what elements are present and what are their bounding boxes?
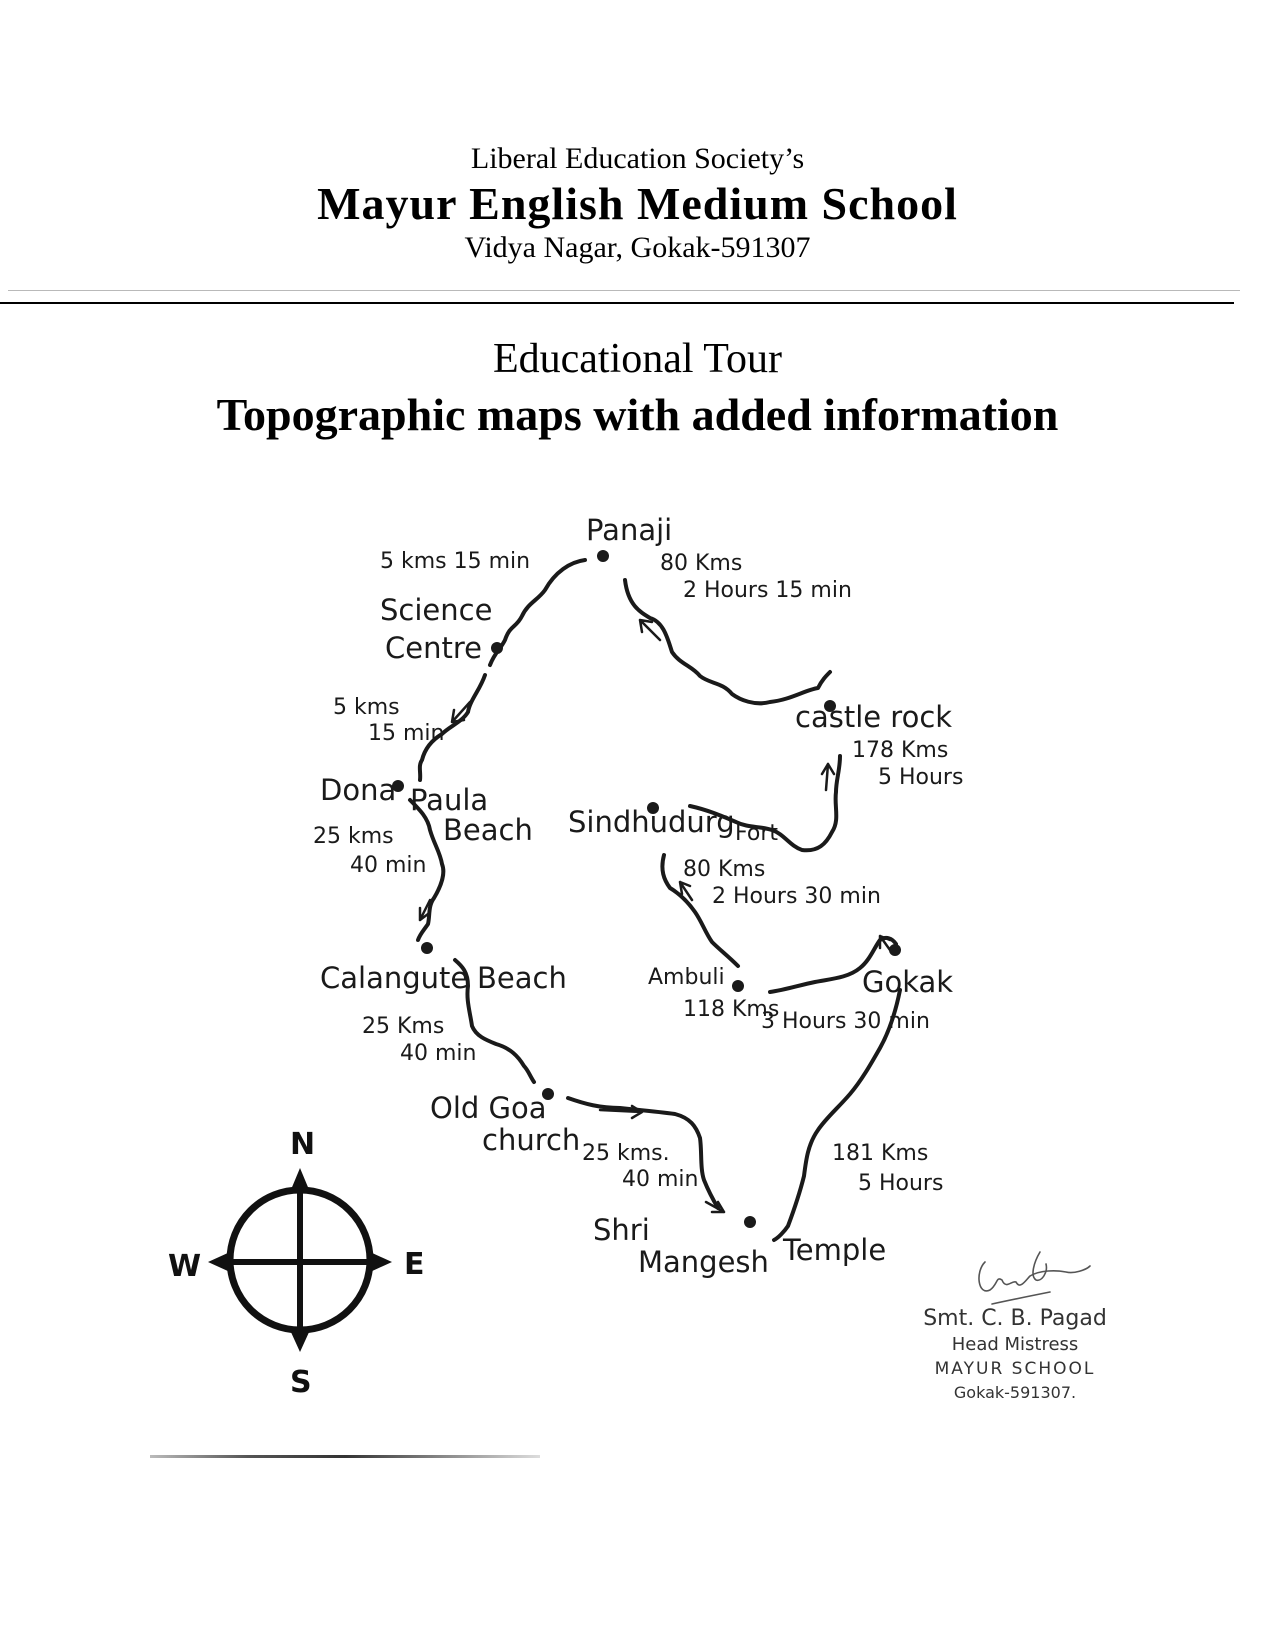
distance-dona-calangute-km: 25 kms	[313, 824, 394, 849]
label-calangute: Calangute	[320, 961, 469, 995]
compass-rose	[168, 1127, 425, 1400]
distance-sindhudurg-ambuli-time: 2 Hours 30 min	[712, 884, 881, 909]
label-mangesh-temple: Mangesh	[638, 1245, 769, 1279]
signatory-school: MAYUR SCHOOL	[934, 1359, 1096, 1379]
compass-south-label: S	[290, 1365, 312, 1400]
label-mangesh-temple: Shri	[593, 1213, 650, 1247]
label-dona-paula: Dona	[320, 773, 397, 807]
signatory-place: Gokak-591307.	[953, 1383, 1077, 1402]
arrow-icon	[822, 764, 834, 790]
route-panaji-science	[490, 560, 585, 665]
signature-scribble	[979, 1252, 1090, 1304]
label-mangesh-temple: Temple	[783, 1233, 887, 1267]
distance-panaji-castle-time: 2 Hours 15 min	[683, 578, 852, 603]
distance-calangute-oldgoa-km: 25 Kms	[362, 1014, 445, 1039]
label-dona-paula: Paula	[410, 783, 489, 817]
compass-east-label: E	[404, 1247, 425, 1282]
label-science-centre: Science	[380, 593, 493, 627]
label-old-goa: Old Goa	[430, 1091, 547, 1125]
tour-title: Educational Tour	[492, 336, 783, 382]
school-name: Mayur English Medium School	[317, 178, 958, 229]
label-panaji: Panaji	[586, 513, 673, 547]
label-old-goa: church	[482, 1123, 581, 1157]
signatory-name: Smt. C. B. Pagad	[923, 1306, 1107, 1331]
compass-east-arrow	[370, 1252, 392, 1272]
label-gokak: Gokak	[862, 965, 954, 999]
bottom-divider	[150, 1455, 540, 1458]
distance-gokak-mangesh-time: 5 Hours	[858, 1171, 944, 1196]
distance-castle-sindhudurg-km: 178 Kms	[852, 738, 949, 763]
marker-mangesh-temple	[744, 1216, 756, 1228]
distance-oldgoa-mangesh-km: 25 kms.	[582, 1141, 670, 1166]
tour-subtitle: Topographic maps with added information	[216, 389, 1059, 440]
distance-calangute-oldgoa-time: 40 min	[400, 1041, 477, 1066]
signatory-role: Head Mistress	[951, 1334, 1079, 1355]
compass-west-label: W	[168, 1249, 202, 1284]
society-name: Liberal Education Society’s	[470, 142, 805, 175]
distance-panaji-science: 5 kms 15 min	[380, 549, 531, 574]
distance-ambuli-gokak-km: 118 Kms	[683, 997, 780, 1022]
distance-sindhudurg-ambuli-km: 80 Kms	[683, 857, 766, 882]
signature-block	[900, 1305, 1130, 1405]
distance-dona-calangute-time: 40 min	[350, 853, 427, 878]
label-castle-rock: castle rock	[795, 700, 953, 734]
distance-oldgoa-mangesh-time: 40 min	[622, 1167, 699, 1192]
distance-panaji-castle-km: 80 Kms	[660, 551, 743, 576]
marker-ambuli	[732, 980, 744, 992]
label-sindhudurg: Sindhudurg	[568, 805, 735, 839]
distance-ambuli-gokak-time: 3 Hours 30 min	[761, 1009, 930, 1034]
marker-gokak	[889, 944, 901, 956]
distance-science-dona-km: 5 kms	[333, 695, 400, 720]
marker-panaji	[597, 550, 609, 562]
label-calangute-beach: Beach	[477, 961, 567, 995]
distance-gokak-mangesh-km: 181 Kms	[832, 1141, 929, 1166]
label-sindhudurg-fort: Fort	[735, 821, 779, 846]
compass-north-label: N	[290, 1127, 316, 1162]
arrow-icon	[880, 936, 890, 950]
compass-north-arrow	[290, 1168, 310, 1192]
distance-castle-sindhudurg-time: 5 Hours	[878, 765, 964, 790]
compass-west-arrow	[208, 1252, 230, 1272]
distance-science-dona-time: 15 min	[368, 721, 445, 746]
marker-calangute	[421, 942, 433, 954]
label-ambuli: Ambuli	[648, 965, 725, 990]
marker-science-centre	[491, 642, 503, 654]
label-science-centre: Centre	[385, 631, 482, 665]
school-address: Vidya Nagar, Gokak-591307	[464, 231, 811, 264]
label-dona-paula: Beach	[443, 813, 533, 847]
compass-south-arrow	[290, 1330, 310, 1352]
